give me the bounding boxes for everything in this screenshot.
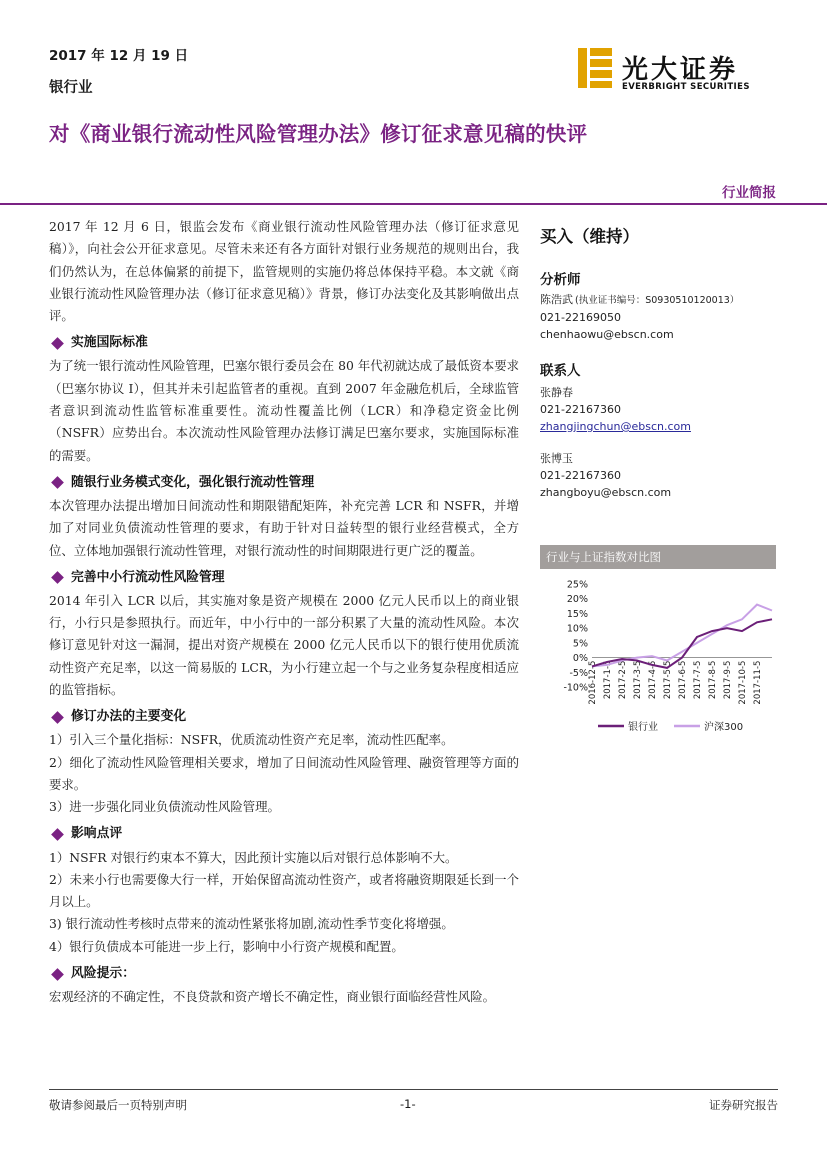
list-item: 2）细化了流动性风险管理相关要求，增加了日间流动性风险管理、融资管理等方面的要求。 [49,754,519,792]
logo-chinese-name: 光大证券 [622,55,739,85]
section-heading: 实施国际标准 [49,332,519,354]
industry-label: 银行业 [49,80,93,96]
footer-disclaimer: 敬请参阅最后一页特别声明 [49,1098,187,1112]
intro-paragraph: 2017 年 12 月 6 日，银监会发布《商业银行流动性风险管理办法（修订征求意见稿）》，向社会公开征求意见。尽管未来还有各方面针对银行业务规范的规则出台，我们仍然认为，在总体偏紧的前提下，监管规则的实施仍将总体保持平稳。本文就《商业银行流动性风险管理办法（修订征求意见稿）》背景，修订办法变化及其影响做出点评。 [49,219,519,324]
y-tick-label: 20% [566,594,588,606]
header-divider [0,203,827,205]
y-tick-label: 10% [566,623,588,635]
x-tick-label: 2017-10-5 [738,660,748,705]
section-heading: 随银行业务模式变化，强化银行流动性管理 [49,472,519,494]
comparison-chart [540,545,776,745]
list-item: 3）进一步强化同业负债流动性风险管理。 [49,799,280,815]
y-tick-label: -5% [569,667,588,679]
diamond-bullet-icon [51,968,64,981]
footer-report-label: 证券研究报告 [709,1098,778,1112]
x-tick-label: 2016-12-5 [588,660,598,705]
contact-phone: 021-22167360 [540,403,621,416]
section-paragraph: 2014 年引入 LCR 以后，其实施对象是资产规模在 2000 亿元人民币以上的商业银行，小行只是参照执行。而近年，中小行中的一部分积累了大量的流动性风险。本次修订意见针对这一漏洞，提出对资产规模在 2000 亿元人民币以下的银行使用优质流动性资产充足率，以这一简易版的 LCR，为小行建立起一个与之业务复杂程度相适应的监管指标。 [49,592,519,698]
x-tick-label: 2017-4-5 [648,660,658,700]
legend-label: 银行业 [628,722,658,733]
list-item: 1）NSFR 对银行约束本不算大，因此预计实施以后对银行总体影响不大。 [49,849,458,865]
report-type: 行业简报 [722,185,776,201]
section-heading: 完善中小行流动性风险管理 [49,567,519,589]
x-tick-label: 2017-6-5 [678,660,688,700]
contact-email: zhangboyu@ebscn.com [540,486,672,499]
list-item: 3) 银行流动性考核时点带来的流动性紧张将加剧,流动性季节变化将增强。 [49,916,454,932]
diamond-bullet-icon [51,571,64,584]
analyst-phone: 021-22169050 [540,311,621,324]
diamond-bullet-icon [51,337,64,350]
contact-phone: 021-22167360 [540,469,621,482]
company-logo [578,48,778,98]
section-heading: 风险提示： [49,963,519,985]
analyst-info [540,291,780,343]
contact-name: 张静春 [540,386,573,399]
list-item: 1）引入三个量化指标：NSFR，优质流动性资产充足率，流动性匹配率。 [49,732,454,748]
y-tick-label: 25% [566,579,588,591]
footer-divider [49,1089,778,1090]
section-paragraph: 本次管理办法提出增加日间流动性和期限错配矩阵，补充完善 LCR 和 NSFR，并增加了对同业负债流动性管理的要求，有助于针对日益转型的银行业经营模式，全方位、立体地加强银行流动性管理，对银行流动性的时间期限进行更广泛的覆盖。 [49,497,519,558]
x-tick-label: 2017-9-5 [723,660,733,700]
main-content [49,216,519,1008]
report-title: 对《商业银行流动性风险管理办法》修订征求意见稿的快评 [49,122,588,146]
y-tick-label: 0% [572,653,588,665]
analyst-heading: 分析师 [540,272,581,288]
y-tick-label: -10% [563,682,588,694]
x-tick-label: 2017-3-5 [633,660,643,700]
contact-info-1 [540,384,780,435]
section-heading: 影响点评 [49,824,519,846]
diamond-bullet-icon [51,477,64,490]
x-tick-label: 2017-5-5 [663,660,673,700]
contact-email-link[interactable]: zhangjingchun@ebscn.com [540,420,691,433]
chart-plot [540,569,776,745]
diamond-bullet-icon [51,828,64,841]
chart-title: 行业与上证指数对比图 [540,545,776,569]
list-item: 2）未来小行也需要像大行一样，开始保留高流动性资产，或者将融资期限延长到一个月以上。 [49,871,519,910]
section-paragraph: 为了统一银行流动性风险管理，巴塞尔银行委员会在 80 年代初就达成了最低资本要求（巴塞尔协议 I），但其并未引起监管者的重视。直到 2007 年金融危机后，全球监管者意识到流动性监管标准重要性。流动性覆盖比例（LCR）和净稳定资金比例（NSFR）应势出台。本次流动性风险管理办法修订满足巴塞尔要求，实施国际标准的需要。 [49,358,519,463]
logo-english-name: EVERBRIGHT SECURITIES [622,82,750,92]
x-tick-label: 2017-8-5 [708,660,718,700]
y-tick-label: 15% [566,608,588,620]
x-tick-label: 2017-7-5 [693,660,703,700]
legend-label: 沪深300 [704,722,744,733]
list-item: 4）银行负债成本可能进一步上行，影响中小行资产规模和配置。 [49,938,404,954]
page-number: -1- [400,1097,416,1111]
x-tick-label: 2017-11-5 [753,660,763,705]
everbright-logo-icon [578,48,612,88]
diamond-bullet-icon [51,711,64,724]
section-heading: 修订办法的主要变化 [49,706,519,728]
analyst-name: 陈浩武 [540,293,573,306]
contact-info-2 [540,450,780,501]
analyst-cert: (执业证书编号：S0930510120013） [575,295,740,306]
analyst-email: chenhaowu@ebscn.com [540,328,674,341]
contact-name: 张博玉 [540,452,573,465]
y-tick-label: 5% [572,638,588,650]
x-tick-label: 2017-1-5 [603,660,613,700]
report-date: 2017 年 12 月 19 日 [49,48,189,64]
section-paragraph: 宏观经济的不确定性，不良贷款和资产增长不确定性，商业银行面临经营性风险。 [49,989,496,1005]
rating: 买入（维持） [540,227,639,246]
contact-heading: 联系人 [540,363,581,379]
x-tick-label: 2017-2-5 [618,660,628,700]
